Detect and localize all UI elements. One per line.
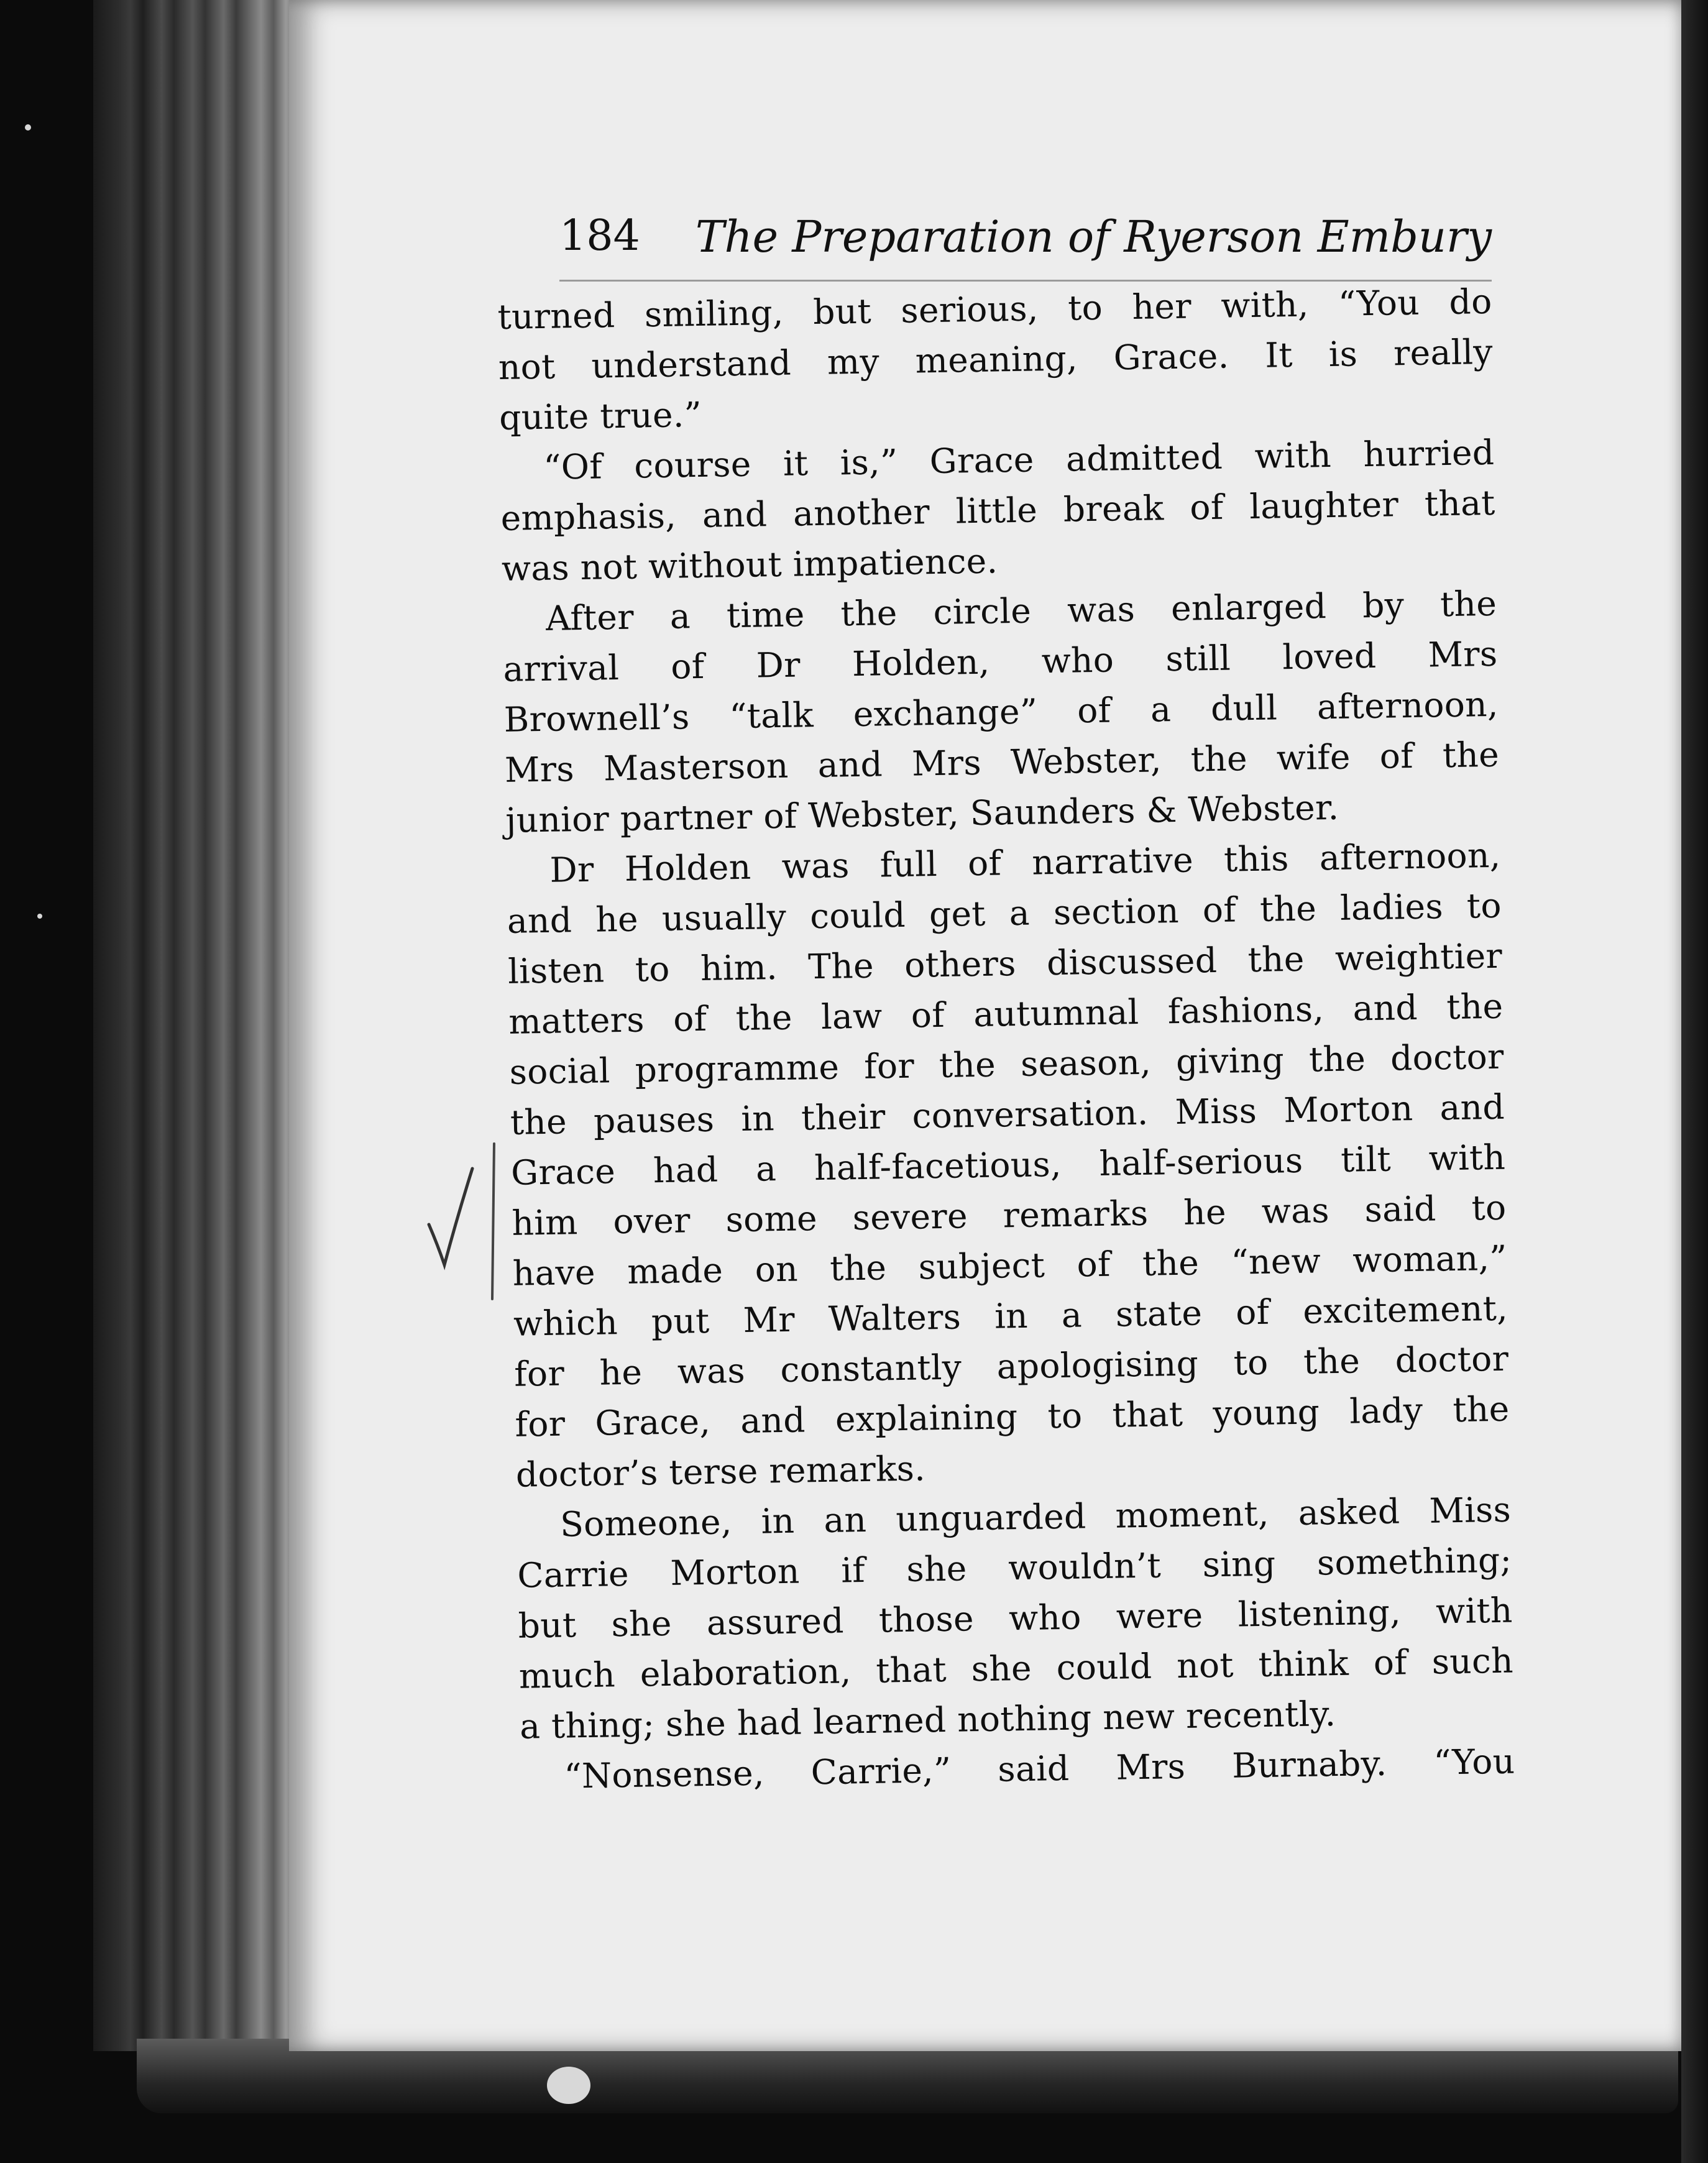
text-line: for he was constantly apologising to the doctor xyxy=(513,1338,1509,1394)
text-line: him over some severe remarks he was said to xyxy=(512,1187,1507,1243)
text-line: matters of the law of autumnal fashions, and the xyxy=(508,986,1504,1042)
text-line: Carrie Morton if she wouldn’t sing something; xyxy=(517,1540,1512,1596)
text-line: a thing; she had learned nothing new recently. xyxy=(519,1694,1336,1747)
text-line: turned smiling, but serious, to her with, “You do xyxy=(497,281,1492,337)
text-line: have made on the subject of the “new woman,” xyxy=(512,1238,1508,1293)
text-line: which put Mr Walters in a state of excitement, xyxy=(513,1288,1508,1344)
text-line: and he usually could get a section of the ladies to xyxy=(507,885,1502,941)
text-line: emphasis, and another little break of laughter that xyxy=(500,482,1496,538)
text-line: not understand my meaning, Grace. It is really xyxy=(498,331,1494,387)
right-scan-edge xyxy=(1681,0,1708,2163)
text-line: “Of course it is,” Grace admitted with hurried xyxy=(543,432,1495,487)
running-title: The Preparation of Ryerson Embury xyxy=(695,211,1492,262)
text-line: Brownell’s “talk exchange” of a dull afternoon, xyxy=(503,684,1499,740)
text-line: for Grace, and explaining to that young lady the xyxy=(515,1389,1510,1444)
text-line: listen to him. The others discussed the weightier xyxy=(507,935,1503,991)
page-number: 184 xyxy=(559,211,640,260)
text-line: Grace had a half-facetious, half-serious tilt with xyxy=(510,1137,1506,1193)
text-line: the pauses in their conversation. Miss Morton and xyxy=(510,1086,1505,1142)
dust-speck xyxy=(25,124,31,131)
text-line: After a time the circle was enlarged by the xyxy=(545,583,1497,638)
text-line: but she assured those who were listening, with xyxy=(518,1590,1513,1646)
pencil-checkmark-annotation xyxy=(423,1131,510,1305)
dust-speck xyxy=(37,914,42,919)
text-line: arrival of Dr Holden, who still loved Mrs xyxy=(503,633,1498,689)
text-line: “Nonsense, Carrie,” said Mrs Burnaby. “You xyxy=(564,1741,1515,1796)
book-page-stack xyxy=(93,0,298,2051)
text-line: quite true.” xyxy=(498,394,702,438)
text-line: Someone, in an unguarded moment, asked Miss xyxy=(559,1489,1512,1545)
text-line: doctor’s terse remarks. xyxy=(515,1448,926,1495)
text-line: much elaboration, that she could not think of such xyxy=(518,1640,1514,1696)
body-text xyxy=(497,277,1515,1802)
text-line: was not without impatience. xyxy=(501,541,998,589)
text-line: Dr Holden was full of narrative this afternoon, xyxy=(549,835,1501,890)
text-line: Mrs Masterson and Mrs Webster, the wife of the xyxy=(504,734,1500,790)
dust-speck xyxy=(547,2067,590,2104)
text-line: junior partner of Webster, Saunders & Webster. xyxy=(505,787,1339,840)
running-header xyxy=(559,205,1492,282)
text-line: social programme for the season, giving the doctor xyxy=(509,1036,1505,1092)
